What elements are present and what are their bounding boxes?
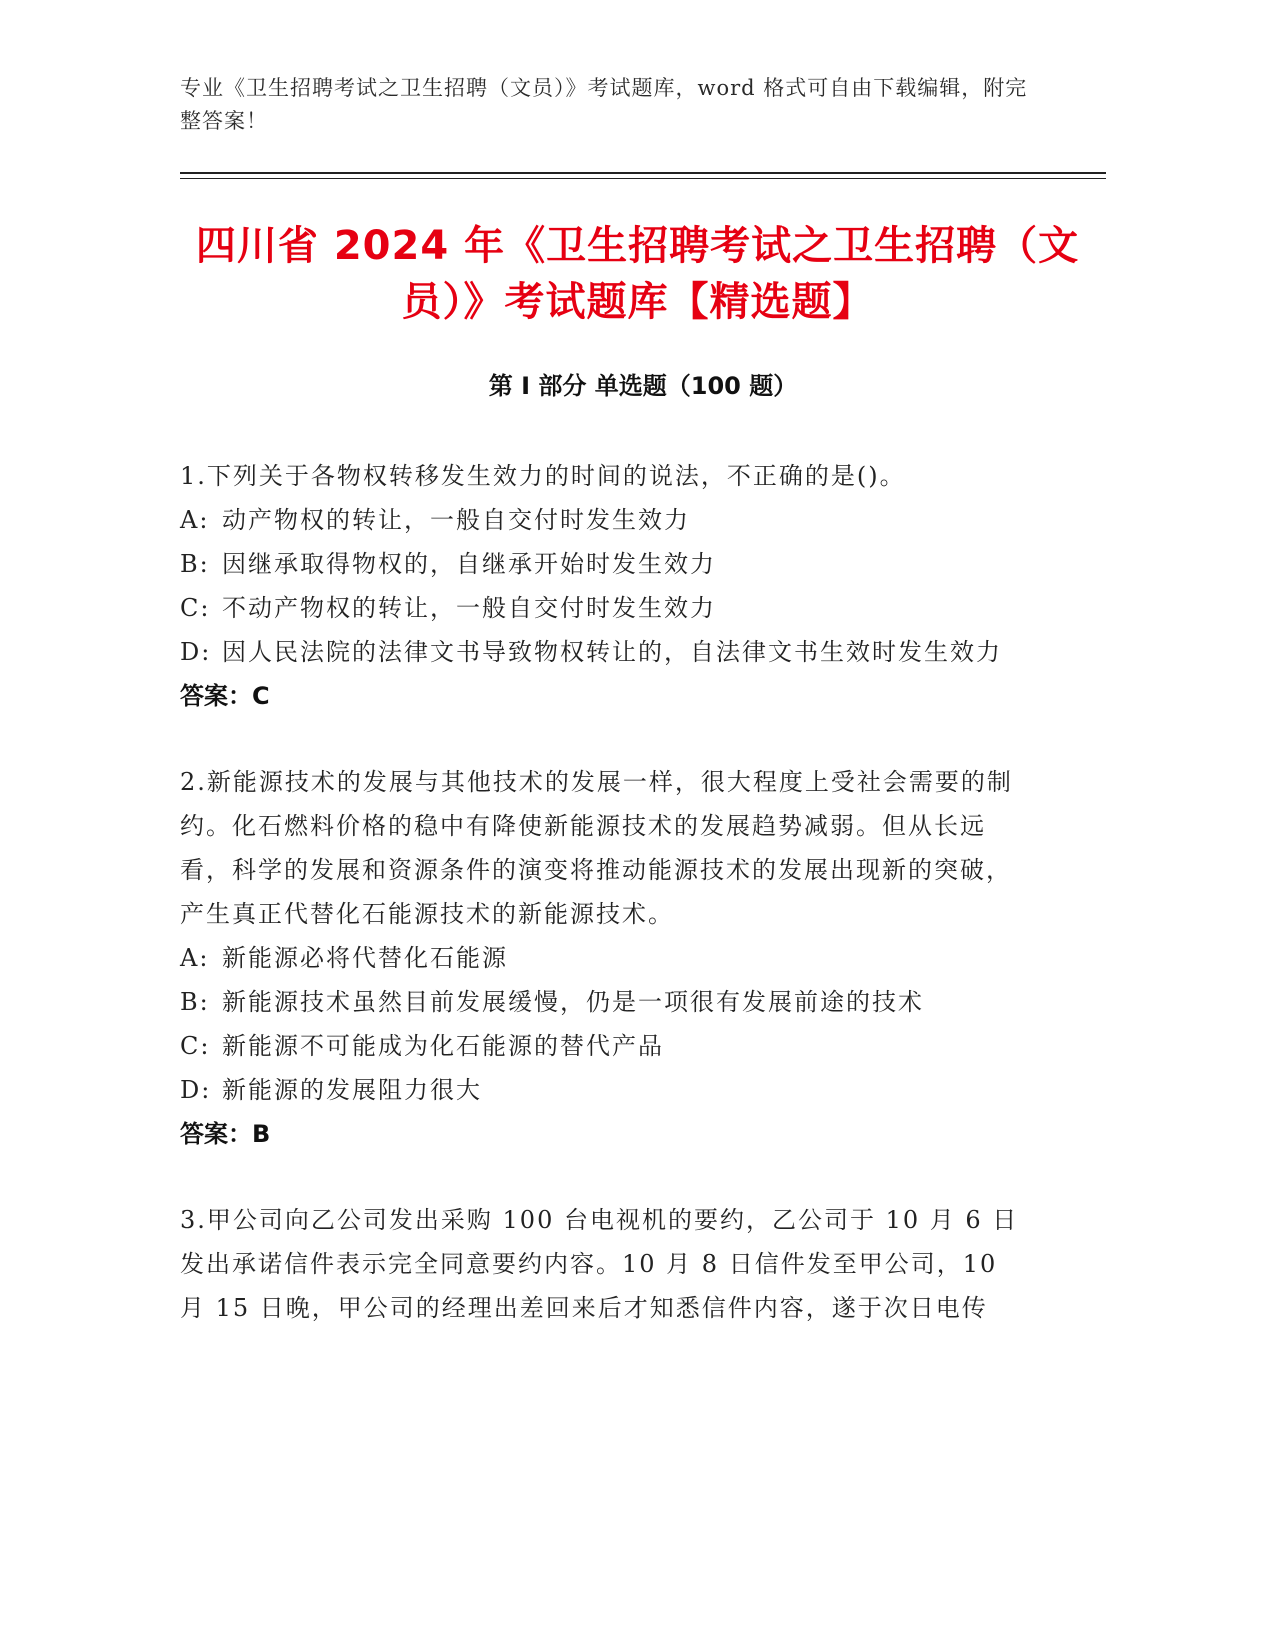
question-2: [180, 760, 1030, 1156]
option-letter: C:: [180, 1032, 211, 1060]
option-c: [180, 586, 1030, 630]
option-text: 新能源必将代替化石能源: [222, 944, 508, 972]
option-letter: C:: [180, 594, 211, 622]
question-stem: 1.下列关于各物权转移发生效力的时间的说法，不正确的是()。: [180, 462, 906, 490]
answer: 答案：C: [180, 682, 270, 710]
option-text: 因继承取得物权的，自继承开始时发生效力: [222, 550, 716, 578]
option-text: 不动产物权的转让，一般自交付时发生效力: [222, 594, 716, 622]
header-divider-thin: [180, 178, 1106, 179]
question-3: [180, 1198, 1030, 1330]
question-1: [180, 454, 1030, 718]
header-note: 专业《卫生招聘考试之卫生招聘（文员）》考试题库，word 格式可自由下载编辑，附完整答案！: [180, 76, 1028, 133]
option-letter: B:: [180, 550, 210, 578]
option-text: 因人民法院的法律文书导致物权转让的，自法律文书生效时发生效力: [222, 638, 1002, 666]
option-b: [180, 980, 1030, 1024]
option-c: [180, 1024, 1030, 1068]
option-a: [180, 936, 1030, 980]
answer: 答案：B: [180, 1120, 271, 1148]
section-title: 第 I 部分 单选题（100 题）: [488, 372, 798, 400]
option-letter: A:: [180, 944, 210, 972]
option-b: [180, 542, 1030, 586]
option-text: 新能源的发展阻力很大: [222, 1076, 482, 1104]
option-d: [180, 1068, 1030, 1112]
question-stem: 2.新能源技术的发展与其他技术的发展一样，很大程度上受社会需要的制约。化石燃料价格的稳中有降使新能源技术的发展趋势减弱。但从长远看，科学的发展和资源条件的演变将推动能源技术的发展出现新的突破，产生真正代替化石能源技术的新能源技术。: [180, 768, 1013, 928]
option-a: [180, 498, 1030, 542]
option-letter: A:: [180, 506, 210, 534]
option-text: 新能源不可能成为化石能源的替代产品: [222, 1032, 664, 1060]
option-text: 新能源技术虽然目前发展缓慢，仍是一项很有发展前途的技术: [222, 988, 924, 1016]
question-list: [180, 454, 1030, 1372]
document-title: 四川省 2024 年《卫生招聘考试之卫生招聘（文员）》考试题库【精选题】: [195, 223, 1080, 325]
question-stem: 3.甲公司向乙公司发出采购 100 台电视机的要约，乙公司于 10 月 6 日发出承诺信件表示完全同意要约内容。10 月 8 日信件发至甲公司，10 月 15 日晚，甲公司的经理出差回来后才知悉信件内容，遂于次日电传: [180, 1206, 1019, 1322]
option-letter: B:: [180, 988, 210, 1016]
option-text: 动产物权的转让，一般自交付时发生效力: [222, 506, 690, 534]
option-letter: D:: [180, 1076, 212, 1104]
header-divider-thick: [180, 172, 1106, 174]
option-d: [180, 630, 1030, 674]
option-letter: D:: [180, 638, 212, 666]
